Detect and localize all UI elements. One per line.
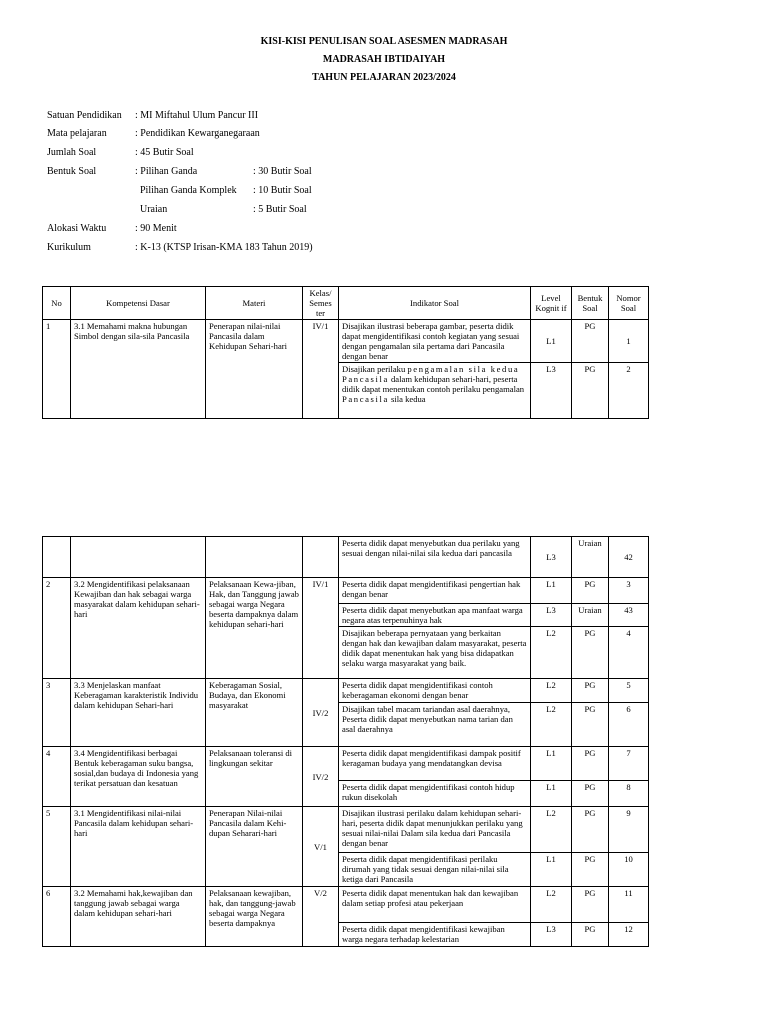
info-bentuk	[47, 165, 347, 179]
indikator-text-part: Disajikan perilaku	[342, 364, 408, 374]
row-kompetensi: 3.1 Mengidentifikasi nilai-nilai Pancasila dalam kehidupan sehari-hari	[71, 807, 206, 887]
info-bentuk-uraian-value: : 5 Butir Soal	[253, 204, 307, 215]
row-kompetensi: 3.2 Mengidentifikasi pelaksanaan Kewajiban dan hak sebagai warga masyarakat dalam kehidupan sehari-hari	[71, 578, 206, 679]
row-kompetensi	[71, 537, 206, 578]
row-no: 3	[43, 679, 71, 747]
row-level: L3	[531, 604, 572, 627]
row-level: L1	[531, 578, 572, 604]
header-nomor: Nomor Soal	[609, 287, 649, 320]
info-bentuk-pg-label: : Pilihan Ganda	[135, 166, 198, 177]
row-indikator: Peserta didik dapat mengidentifikasi kewajiban warga negara terhadap kelestarian	[339, 923, 531, 947]
row-level: L2	[531, 807, 572, 853]
row-kelas: IV/2	[303, 747, 339, 807]
info-bentuk-uraian	[47, 203, 347, 217]
row-nomor: 9	[609, 807, 649, 853]
row-kelas: V/2	[303, 887, 339, 947]
info-bentuk-pgk	[47, 184, 347, 198]
info-mapel-label: Mata pelajaran	[47, 128, 107, 139]
row-nomor: 7	[609, 747, 649, 781]
table-row	[43, 578, 649, 604]
row-indikator: Peserta didik dapat menentukan hak dan kewajiban dalam setiap profesi atau pekerjaan	[339, 887, 531, 923]
row-bentuk: PG	[572, 923, 609, 947]
doc-subtitle-year: TAHUN PELAJARAN 2023/2024	[312, 72, 456, 83]
row-kelas: IV/1	[303, 320, 339, 419]
row-bentuk: PG	[572, 747, 609, 781]
table-row	[43, 807, 649, 853]
row-no: 5	[43, 807, 71, 887]
row-kelas: IV/2	[303, 679, 339, 747]
row-bentuk: PG	[572, 887, 609, 923]
row-kompetensi: 3.1 Memahami makna hubungan Simbol dengan sila-sila Pancasila	[71, 320, 206, 419]
row-no: 2	[43, 578, 71, 679]
row-nomor: 4	[609, 627, 649, 679]
header-no: No	[43, 287, 71, 320]
row-materi	[206, 537, 303, 578]
info-jumlah-label: Jumlah Soal	[47, 147, 97, 158]
row-indikator: Peserta didik dapat mengidentifikasi contoh hidup rukun disekolah	[339, 781, 531, 807]
info-satuan-value: : MI Miftahul Ulum Pancur III	[135, 110, 259, 121]
table-row	[43, 747, 649, 781]
table-row	[43, 679, 649, 703]
header-materi: Materi	[206, 287, 303, 320]
indikator-text-part: Pancasila	[342, 394, 389, 404]
row-nomor: 42	[609, 537, 649, 578]
doc-subtitle-school: MADRASAH IBTIDAIYAH	[322, 54, 446, 65]
indikator-text-part: sila kedua	[388, 394, 426, 404]
row-bentuk: PG	[572, 781, 609, 807]
row-kelas	[303, 537, 339, 578]
row-kelas: IV/1	[303, 578, 339, 679]
row-level: L2	[531, 627, 572, 679]
doc-title: KISI-KISI PENULISAN SOAL ASESMEN MADRASAH	[260, 36, 508, 47]
row-materi: Penerapan nilai-nilai Pancasila dalam Kehidupan Sehari-hari	[206, 320, 303, 419]
row-no: 6	[43, 887, 71, 947]
header-kompetensi-dasar: Kompetensi Dasar	[71, 287, 206, 320]
row-kompetensi: 3.2 Memahami hak,kewajiban dan tanggung jawab sebagai warga dalam kehidupan sehari-hari	[71, 887, 206, 947]
row-level: L1	[531, 747, 572, 781]
info-satuan-label: Satuan Pendidikan	[47, 110, 122, 121]
row-level: L3	[531, 537, 572, 578]
row-level: L2	[531, 887, 572, 923]
row-level: L2	[531, 679, 572, 703]
row-nomor: 10	[609, 853, 649, 887]
row-nomor: 6	[609, 703, 649, 747]
row-nomor: 2	[609, 363, 649, 419]
table-row	[43, 320, 649, 363]
row-level: L1	[531, 320, 572, 363]
header-indikator: Indikator Soal	[339, 287, 531, 320]
table-header-row	[43, 287, 649, 320]
row-bentuk: Uraian	[572, 537, 609, 578]
row-no	[43, 537, 71, 578]
row-bentuk: PG	[572, 679, 609, 703]
row-indikator: Peserta didik dapat mengidentifikasi contoh keberagaman ekonomi dengan benar	[339, 679, 531, 703]
row-nomor: 3	[609, 578, 649, 604]
row-indikator: Peserta didik dapat menyebutkan apa manfaat warga negara atas terpenuhinya hak	[339, 604, 531, 627]
info-alokasi-label: Alokasi Waktu	[47, 223, 107, 234]
kisi-table-page2	[42, 536, 649, 947]
row-level: L2	[531, 703, 572, 747]
row-materi: Pelaksanaan Kewa-jiban, Hak, dan Tanggung jawab sebagai warga Negara beserta dampaknya dalam kehidupan sehari-hari	[206, 578, 303, 679]
row-bentuk: PG	[572, 627, 609, 679]
row-level: L1	[531, 853, 572, 887]
row-level: L3	[531, 923, 572, 947]
row-level: L3	[531, 363, 572, 419]
info-alokasi-value: : 90 Menit	[135, 223, 177, 234]
row-no: 1	[43, 320, 71, 419]
row-indikator: Peserta didik dapat mengidentifikasi dampak positif keragaman budaya yang mendatangkan devisa	[339, 747, 531, 781]
row-kompetensi: 3.4 Mengidentifikasi berbagai Bentuk keberagaman suku bangsa, sosial,dan budaya di Indonesia yang terikat persatuan dan kesatuan	[71, 747, 206, 807]
row-materi: Penerapan Nilai-nilai Pancasila dalam Kehi-dupan Seharari-hari	[206, 807, 303, 887]
row-nomor: 5	[609, 679, 649, 703]
info-bentuk-pgk-value: : 10 Butir Soal	[253, 185, 312, 196]
info-mapel-value: : Pendidikan Kewarganegaraan	[135, 128, 260, 139]
info-kurikulum-value: : K-13 (KTSP Irisan-KMA 183 Tahun 2019)	[135, 242, 313, 253]
row-level: L1	[531, 781, 572, 807]
row-indikator	[339, 363, 531, 419]
row-materi: Pelaksanaan kewajiban, hak, dan tanggung-jawab sebagai warga Negara beserta dampaknya	[206, 887, 303, 947]
table-row	[43, 887, 649, 923]
row-nomor: 1	[609, 320, 649, 363]
row-indikator: Disajikan beberapa pernyataan yang berkaitan dengan hak dan kewajiban dalam masyarakat, peserta didik dapat menentukan hak yang bisa didapatkan selaku warga masyarakat yang baik.	[339, 627, 531, 679]
indikator-text-part: dalam kehidupan sehari-hari, peserta didik dapat menentukan contoh perilaku pengamalan	[342, 374, 525, 394]
row-no: 4	[43, 747, 71, 807]
row-nomor: 8	[609, 781, 649, 807]
info-jumlah-value: : 45 Butir Soal	[135, 147, 194, 158]
header-bentuk: Bentuk Soal	[572, 287, 609, 320]
row-nomor: 12	[609, 923, 649, 947]
row-materi: Pelaksanaan toleransi di lingkungan sekitar	[206, 747, 303, 807]
info-bentuk-pg-value: : 30 Butir Soal	[253, 166, 312, 177]
row-kelas: V/1	[303, 807, 339, 887]
row-bentuk: PG	[572, 807, 609, 853]
row-nomor: 43	[609, 604, 649, 627]
header-kelas: Kelas/ Semes ter	[303, 287, 339, 320]
row-indikator: Peserta didik dapat mengidentifikasi perilaku dirumah yang tidak sesuai dengan nilai-nilai sila ketiga dari Pancasila	[339, 853, 531, 887]
row-bentuk: PG	[572, 320, 609, 363]
row-kompetensi: 3.3 Menjelaskan manfaat Keberagaman karakteristik Individu dalam kehidupan Sehari-hari	[71, 679, 206, 747]
row-bentuk: PG	[572, 703, 609, 747]
row-indikator: Disajikan ilustrasi perilaku dalam kehidupan sehari-hari, peserta didik dapat menunjukkan perilaku yang sesuai nilai-nilai Dalam sila kedua dari Pancasila dengan benar	[339, 807, 531, 853]
row-indikator: Disajikan ilustrasi beberapa gambar, peserta didik dapat mengidentifikasi contoh kegiatan yang sesuai dengan pengamalan sila pertama dari Pancasila dengan benar	[339, 320, 531, 363]
row-bentuk: PG	[572, 853, 609, 887]
info-bentuk-label: Bentuk Soal	[47, 166, 97, 177]
indikator-text-part: pengamalan sila kedua Pancasila	[342, 364, 520, 384]
row-materi: Keberagaman Sosial, Budaya, dan Ekonomi masyarakat	[206, 679, 303, 747]
table-row	[43, 537, 649, 578]
header-level: Level Kognit if	[531, 287, 572, 320]
info-bentuk-uraian-label: Uraian	[140, 204, 168, 215]
row-nomor: 11	[609, 887, 649, 923]
row-bentuk: PG	[572, 363, 609, 419]
kisi-table-page1	[42, 286, 649, 419]
row-indikator: Peserta didik dapat menyebutkan dua perilaku yang sesuai dengan nilai-nilai sila kedua dari pancasila	[339, 537, 531, 578]
row-indikator: Peserta didik dapat mengidentifikasi pengertian hak dengan benar	[339, 578, 531, 604]
row-bentuk: Uraian	[572, 604, 609, 627]
row-indikator: Disajikan tabel macam tariandan asal daerahnya, Peserta didik dapat menyebutkan nama tarian dan asal daerahnya	[339, 703, 531, 747]
info-kurikulum-label: Kurikulum	[47, 242, 91, 253]
info-bentuk-pgk-label: Pilihan Ganda Komplek	[140, 185, 237, 196]
row-bentuk: PG	[572, 578, 609, 604]
